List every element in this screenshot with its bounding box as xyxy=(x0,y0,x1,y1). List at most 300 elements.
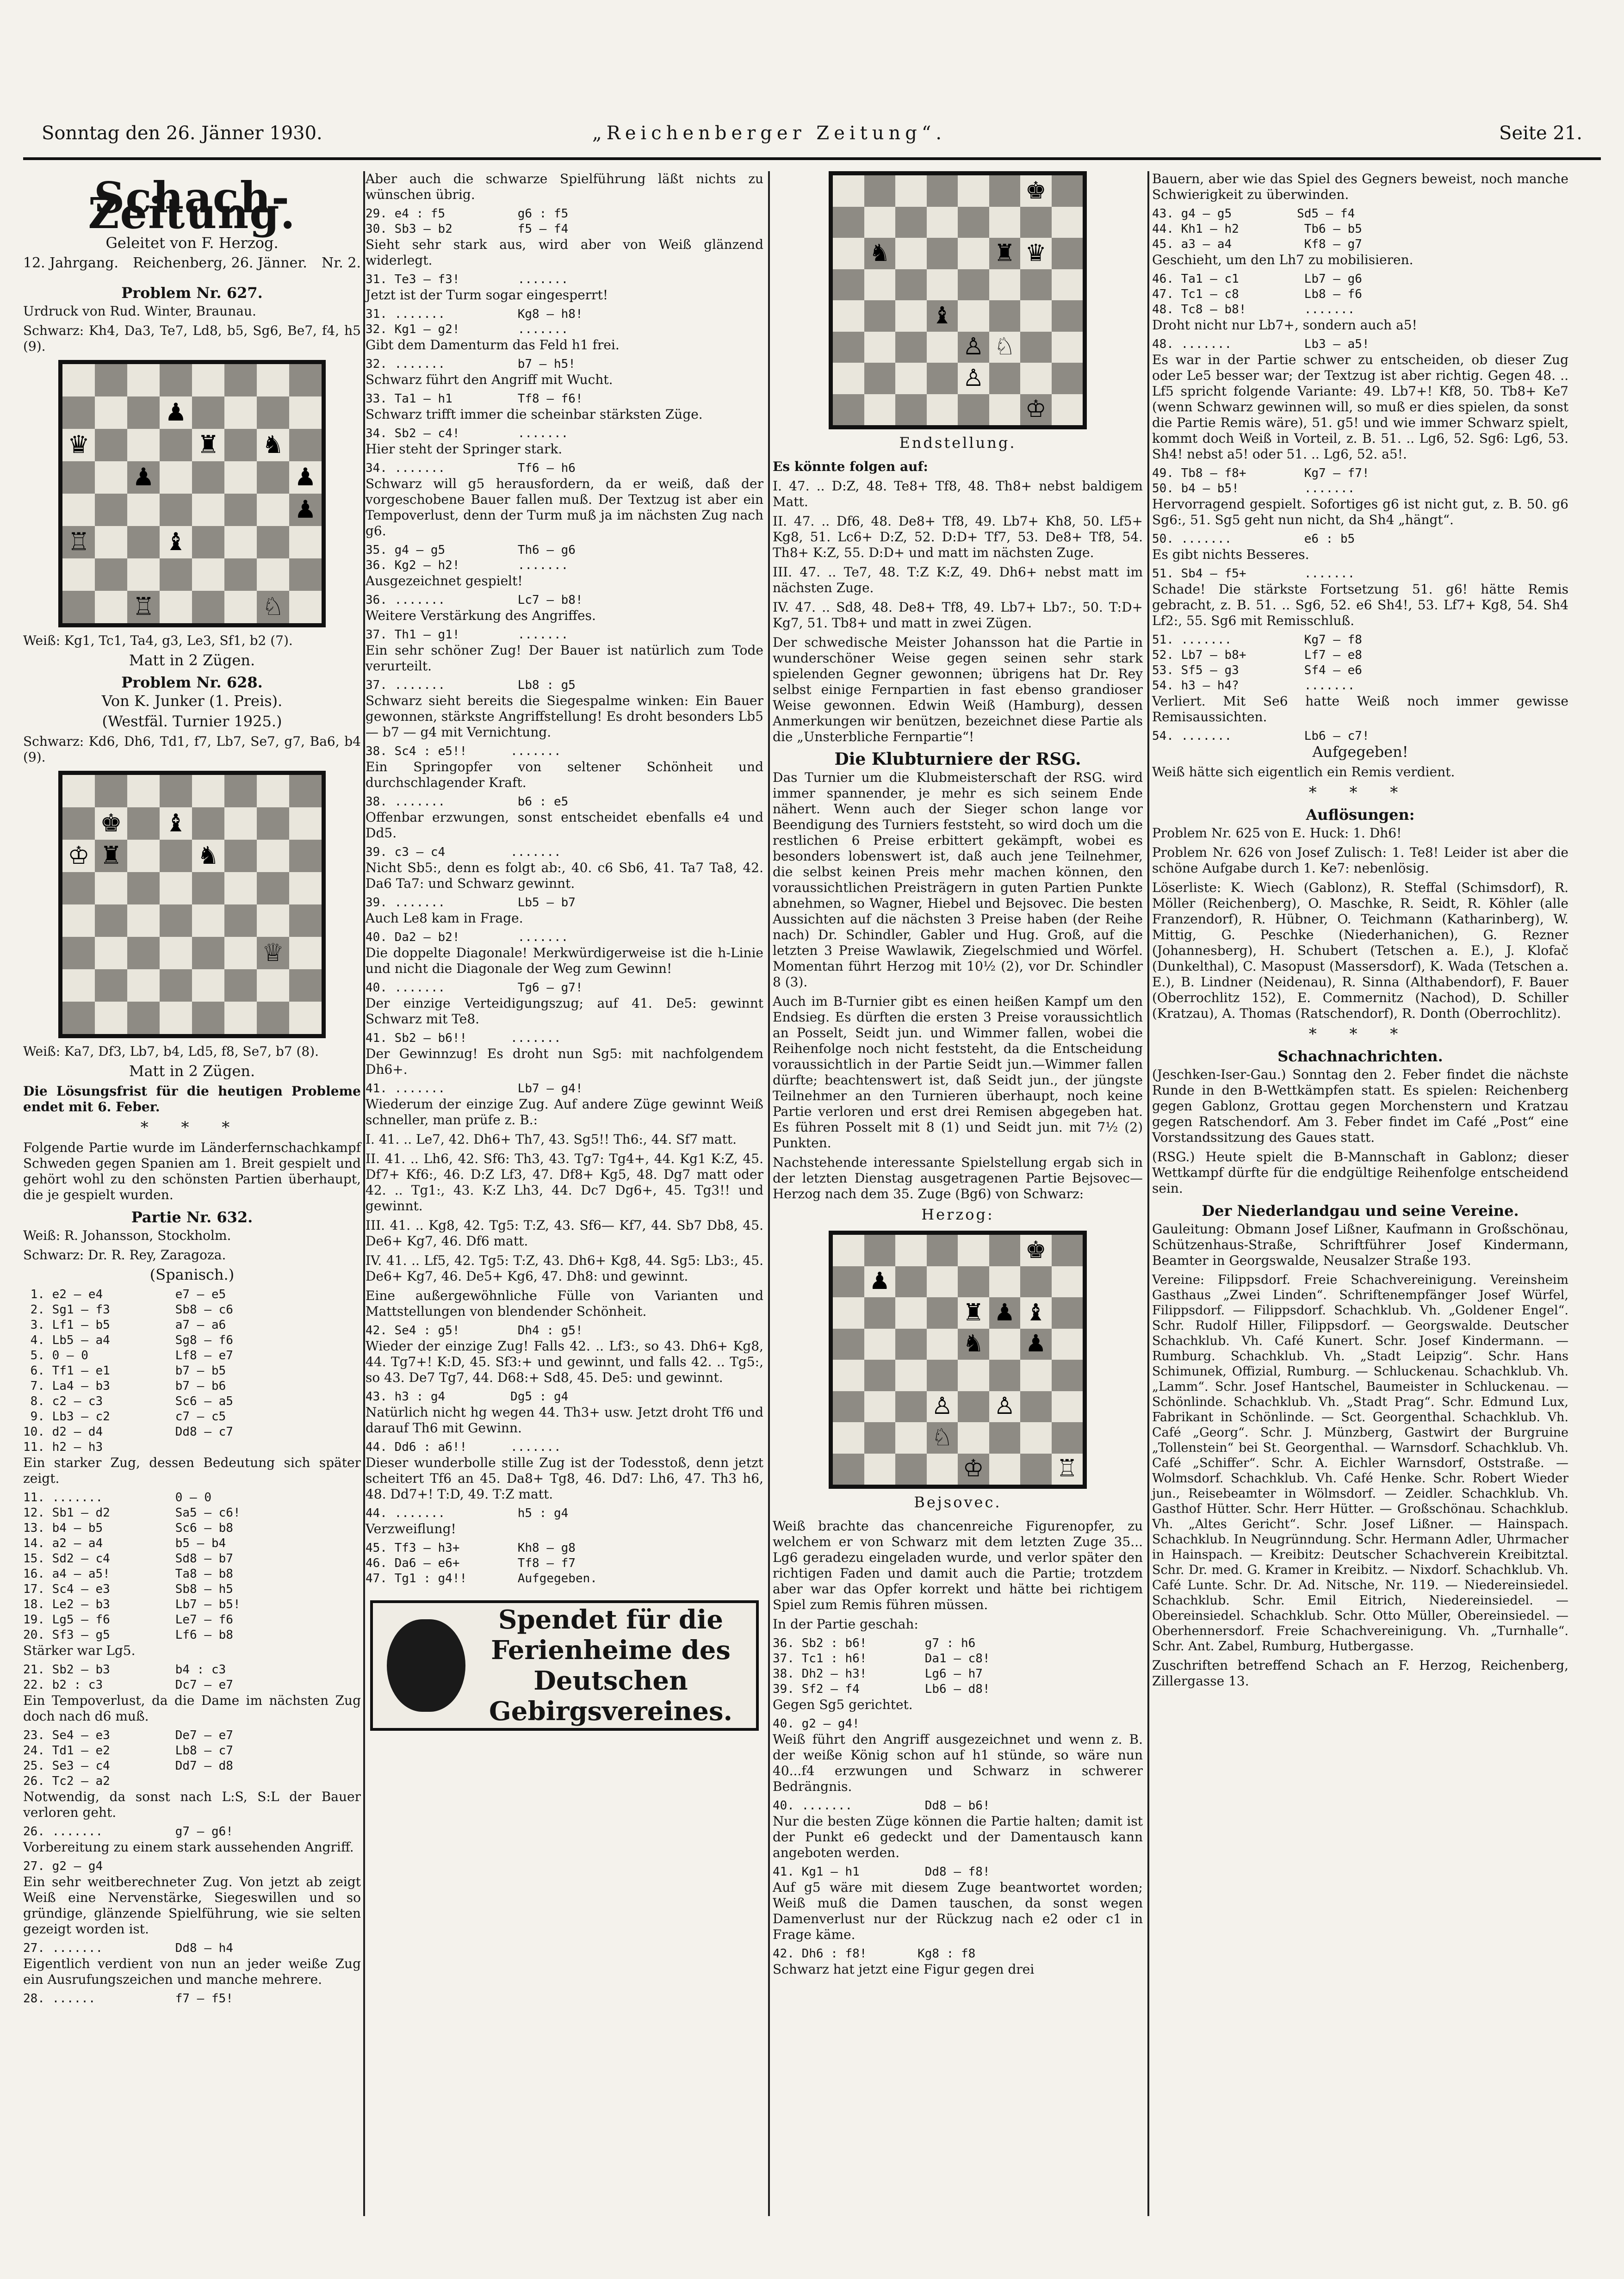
board-square xyxy=(1020,269,1052,301)
col3-text-7: Das Turnier um die Klubmeisterschaft der RSG. wird immer spannender, je mehr es sich seinem Ende nähert. Wenn auch der Sieger schon lange vor Beendigung des Turniers feststeht, so wird doch um die restlichen 6 Preise erbittert gekämpft, wobei es besonders lobenswert ist, daß auch jene Teilnehmer, die selbst keinen Preis mehr machen können, den voraussichtlichen Preisträgern in guten Partien Punkte abnehmen, so Wagner, Hiebel und Bejsovec. Die besten Aussichten auf die nächsten 3 Preise haben (der Reihe nach) Dr. Schindler, Gabler und Hug. Groß, auf die letzten 3 Preise Wawlawik, Ziegelschmied und Wörfel. Momentan führt Herzog mit 10½ (2), vor Dr. Schindler 8 (3). xyxy=(773,770,1143,990)
board-square: ♚ xyxy=(1020,1235,1052,1266)
board-square xyxy=(989,1360,1021,1391)
col3-moves-11: 36. Sb2 : b6! g7 : h6 37. Tc1 : h6! Da1 — c8! 38. Dh2 — h3! Lg6 — h7 39. Sf2 — f4 Lb6 — d8! xyxy=(773,1636,990,1696)
col2-moves-27: 44. Dd6 : a6!! ....... xyxy=(366,1440,561,1454)
board-square xyxy=(127,364,160,396)
board-square xyxy=(127,494,160,526)
board-square xyxy=(1020,300,1052,332)
board-square xyxy=(289,775,322,807)
col3-text-4: III. 47. .. Te7, 48. T:Z K:Z, 49. Dh6+ nebst matt im nächsten Zuge. xyxy=(773,564,1143,595)
board-square xyxy=(127,775,160,807)
board-square xyxy=(895,1360,927,1391)
col4-text-6: Es gibt nichts Besseres. xyxy=(1152,547,1309,562)
board-square xyxy=(1052,300,1083,332)
board-square xyxy=(895,1329,927,1360)
board-square xyxy=(1052,1266,1083,1298)
board-square xyxy=(257,807,289,840)
board-square: ♚ xyxy=(1020,175,1052,207)
board-square: ♝ xyxy=(1020,1297,1052,1329)
niederland-heading: Der Niederlandgau und seine Vereine. xyxy=(1202,1202,1519,1220)
board-square xyxy=(95,396,127,429)
diagram-top-caption: Herzog: xyxy=(921,1206,994,1223)
board-square: ♘ xyxy=(257,591,289,623)
col4-text-3: Droht nicht nur Lb7+, sondern auch a5! xyxy=(1152,317,1417,333)
board-square xyxy=(927,394,958,426)
board-square xyxy=(1020,1422,1052,1454)
board-square xyxy=(192,461,224,494)
col3-text-11: In der Partie geschah: xyxy=(773,1616,918,1632)
board-square xyxy=(224,904,257,937)
correspondence-address: Zuschriften betreffend Schach an F. Herzog, Reichenberg, Zillergasse 13. xyxy=(1152,1658,1568,1689)
board-square xyxy=(224,364,257,396)
col4-moves-1: 43. g4 — g5 Sd5 — f4 44. Kh1 — h2 Tb6 — b5 45. a3 — a4 Kf8 — g7 xyxy=(1152,207,1362,251)
board-square xyxy=(895,1266,927,1298)
col2-text-18: Der einzige Verteidigungszug; auf 41. De5: gewinnt Schwarz mit Te8. xyxy=(366,996,763,1027)
col4-text-4: Es war in der Partie schwer zu entscheiden, ob dieser Zug oder Le5 besser war; der Textzug ist aber richtig. Gegen 48. .. Lf5 spricht folgende Variante: 49. Lb7+! Kf8, 50. Tb8+ Ke7 (wenn Schwarz gewinnen will, so muß er dies spielen, da sonst die Partie Remis wäre), 51. g5! und wie immer Schwarz spielt, kommt doch Weiß in Vorteil, z. B. 51. .. Lg6, 52. Sg6: Lg6, 53. Sh4! nebst a5! oder 51. .. Lg6, 52. a5!. xyxy=(1152,352,1568,462)
col2-text-4: Gibt dem Damenturm das Feld h1 frei. xyxy=(366,337,620,353)
board-square xyxy=(160,494,192,526)
board-square xyxy=(95,429,127,461)
board-square xyxy=(95,775,127,807)
board-square xyxy=(927,1454,958,1485)
board-square xyxy=(257,840,289,872)
col2-text-9: Ausgezeichnet gespielt! xyxy=(366,573,523,588)
col2-text-27: Natürlich nicht hg wegen 44. Th3+ usw. Jetzt droht Tf6 und darauf Th6 mit Gewinn. xyxy=(366,1405,763,1436)
board-square xyxy=(1020,1360,1052,1391)
col3-moves-14: 41. Kg1 — h1 Dd8 — f8! xyxy=(773,1865,990,1879)
col2-moves-13: 38. ....... b6 : e5 xyxy=(366,795,569,809)
col2-moves-29: 45. Tf3 — h3+ Kh8 — g8 46. Da6 — e6+ Tf8 — f7 47. Tg1 : g4!! Aufgegeben. xyxy=(366,1541,597,1585)
masthead-editor: Geleitet von F. Herzog. xyxy=(105,234,279,252)
board-square xyxy=(257,775,289,807)
column-1 xyxy=(23,171,361,2007)
board-square xyxy=(833,300,864,332)
board-square xyxy=(95,494,127,526)
board-square xyxy=(1052,1391,1083,1423)
board-square xyxy=(958,175,989,207)
board-square xyxy=(927,1266,958,1298)
col2-moves-1: 29. e4 : f5 g6 : f5 30. Sb3 — b2 f5 — f4 xyxy=(366,207,569,236)
board-square xyxy=(895,238,927,269)
board-square xyxy=(127,872,160,904)
board-square: ♖ xyxy=(127,591,160,623)
problem-627-task: Matt in 2 Zügen. xyxy=(129,651,255,669)
board-square xyxy=(62,494,95,526)
diagram-bottom-caption: Bejsovec. xyxy=(914,1493,1002,1511)
game-white-player: Weiß: R. Johansson, Stockholm. xyxy=(23,1228,231,1243)
board-square xyxy=(127,429,160,461)
moves-2: 11. ....... 0 — 0 12. Sb1 — d2 Sa5 — c6! 13. b4 — b5 Sc6 — b8 14. a2 — a4 b5 — b4 15. Sd2 — c4 Sd8 — b7 16. a4 — a5! Ta8 — b8 17. Sc4 — e3 Sb8 — h5 18. Le2 — b3 Lb7 — b5! 19. Lg5 — f6 Le7 — f6 20. Sf3 — g5 Lf6 — b8 xyxy=(23,1491,241,1642)
board-square xyxy=(160,840,192,872)
board-square xyxy=(895,1235,927,1266)
game-intro: Folgende Partie wurde im Länderfernschachkampf Schweden gegen Spanien am 1. Breit gespielt und gehört wohl zu den schönsten Partien überhaupt, die je gespielt wurden. xyxy=(23,1140,361,1202)
column-2 xyxy=(366,171,763,1731)
board-square xyxy=(958,300,989,332)
board-square xyxy=(224,461,257,494)
col3-text-16: Schwarz hat jetzt eine Figur gegen drei xyxy=(773,1962,1035,1977)
board-square xyxy=(62,807,95,840)
board-square xyxy=(833,238,864,269)
problem-628-heading: Problem Nr. 628. xyxy=(121,674,263,691)
col2-moves-16: 40. Da2 — b2! ....... xyxy=(366,930,569,944)
board-square xyxy=(958,207,989,238)
board-square xyxy=(160,872,192,904)
col2-moves-8: 35. g4 — g5 Th6 — g6 36. Kg2 — h2! ....... xyxy=(366,543,576,572)
board-square xyxy=(224,526,257,558)
col3-text-9: Nachstehende interessante Spielstellung ergab sich in der letzten Dienstag ausgetragenen Partie Bejsovec—Herzog nach dem 35. Zuge (Bg6) von Schwarz: xyxy=(773,1155,1143,1201)
col2-moves-14: 39. c3 — c4 ....... xyxy=(366,845,561,859)
board-square xyxy=(989,1235,1021,1266)
board-square xyxy=(95,591,127,623)
col4-moves-5: 50. ....... e6 : b5 xyxy=(1152,532,1355,546)
col2-text-12: Schwarz sieht bereits die Siegespalme winken: Ein Bauer gewonnen, stärkste Angriffstellung! Es droht besonders Lb5 — b7 — g4 mit Vernichtung. xyxy=(366,693,763,740)
note-3: Ein Tempoverlust, da die Dame im nächsten Zug doch nach d6 muß. xyxy=(23,1693,361,1724)
col3-text-15: Auf g5 wäre mit diesem Zuge beantwortet worden; Weiß muß die Damen tauschen, da sonst wegen Damenverlust nur der Rückzug nach e2 oder c1 in Frage käme. xyxy=(773,1880,1143,1942)
board-square xyxy=(958,394,989,426)
solution-625: Problem Nr. 625 von E. Huck: 1. Dh6! xyxy=(1152,825,1402,841)
board-square xyxy=(62,872,95,904)
board-square xyxy=(192,969,224,1002)
board-square xyxy=(192,937,224,969)
board-square xyxy=(989,207,1021,238)
board-square: ♖ xyxy=(62,526,95,558)
col2-text-2: Sieht sehr stark aus, wird aber von Weiß glänzend widerlegt. xyxy=(366,237,763,268)
board-square xyxy=(895,1422,927,1454)
board-square xyxy=(160,904,192,937)
board-square xyxy=(833,1266,864,1298)
game-opening: (Spanisch.) xyxy=(149,1266,235,1283)
final-position-caption: Endstellung. xyxy=(899,434,1017,452)
chess-diagram-628 xyxy=(58,771,326,1038)
problem-628-task: Matt in 2 Zügen. xyxy=(129,1062,255,1080)
note-4: Notwendig, da sonst nach L:S, S:L der Bauer verloren geht. xyxy=(23,1789,361,1820)
board-square xyxy=(62,904,95,937)
board-square xyxy=(62,937,95,969)
board-square xyxy=(224,591,257,623)
board-square xyxy=(927,238,958,269)
board-square: ♛ xyxy=(1020,238,1052,269)
board-square xyxy=(289,807,322,840)
board-square xyxy=(160,364,192,396)
board-square xyxy=(289,969,322,1002)
board-square xyxy=(224,494,257,526)
board-square xyxy=(927,175,958,207)
col2-text-25: Eine außergewöhnliche Fülle von Varianten und Mattstellungen von blendender Schönheit. xyxy=(366,1288,763,1319)
col4-moves-8: 54. ....... Lb6 — c7! xyxy=(1152,729,1370,743)
header-newspaper: „Reichenberger Zeitung“. xyxy=(592,123,947,144)
board-square xyxy=(1020,1391,1052,1423)
board-square: ♟ xyxy=(1020,1329,1052,1360)
board-square xyxy=(895,394,927,426)
board-square: ♝ xyxy=(927,300,958,332)
header-rule xyxy=(23,157,1601,160)
col4-text-9: Aufgegeben! xyxy=(1312,743,1408,761)
note-1: Ein starker Zug, dessen Bedeutung sich später zeigt. xyxy=(23,1455,361,1486)
separator-stars: * * * xyxy=(140,1118,244,1137)
board-square xyxy=(1052,175,1083,207)
board-square xyxy=(289,840,322,872)
column-3 xyxy=(773,171,1143,1981)
problem-628-tourney: (Westfäl. Turnier 1925.) xyxy=(102,712,282,730)
board-square xyxy=(95,461,127,494)
col3-text-8: Auch im B-Turnier gibt es einen heißen Kampf um den Endsieg. Es dürften die ersten 3 Preise voraussichtlich an Posselt, Seidt jun. und Wimmer fallen, wobei die Reihenfolge noch nicht feststeht, da die Entscheidung voraussichtlich in der Partie Seidt jun.—Wimmer fallen dürfte; beachtenswert ist, daß Seidt jun., der jüngste Teilnehmer an den Turnieren überhaupt, noch keine Partie verloren und erst drei Remisen abgegeben hat. Es führen Posselt mit 8 (1) und Seidt jun. mit 7½ (2) Punkten. xyxy=(773,994,1143,1151)
board-square xyxy=(257,526,289,558)
board-square xyxy=(864,332,896,363)
solution-626: Problem Nr. 626 von Josef Zulisch: 1. Te8! Leider ist aber die schöne Aufgabe durch 1. Ke7: nebenlösig. xyxy=(1152,845,1568,876)
col2-moves-2: 31. Te3 — f3! ....... xyxy=(366,272,569,286)
board-square xyxy=(192,775,224,807)
board-square xyxy=(160,937,192,969)
board-square xyxy=(192,396,224,429)
col4-text-1: Bauern, aber wie das Spiel des Gegners beweist, noch manche Schwierigkeit zu überwinden. xyxy=(1152,171,1568,202)
board-square xyxy=(95,526,127,558)
col4-moves-3: 48. ....... Lb3 — a5! xyxy=(1152,337,1370,351)
header-page-number: Seite 21. xyxy=(1499,123,1582,144)
board-square xyxy=(989,363,1021,394)
chess-diagram-final-position xyxy=(829,171,1087,429)
board-square xyxy=(958,1391,989,1423)
board-square xyxy=(95,904,127,937)
col2-moves-9: 36. ....... Lc7 — b8! xyxy=(366,593,583,607)
club-tournament-heading: Die Klubturniere der RSG. xyxy=(834,749,1081,769)
board-square xyxy=(864,207,896,238)
col2-moves-6: 34. Sb2 — c4! ....... xyxy=(366,427,569,440)
moves-8: 28. ...... f7 — f5! xyxy=(23,1992,233,2006)
board-square xyxy=(127,526,160,558)
problem-628-black: Schwarz: Kd6, Dh6, Td1, f7, Lb7, Se7, g7, Ba6, b4 (9). xyxy=(23,734,361,765)
board-square xyxy=(1020,363,1052,394)
board-square xyxy=(224,775,257,807)
board-square xyxy=(895,1391,927,1423)
board-square xyxy=(895,363,927,394)
board-square xyxy=(895,300,927,332)
col2-moves-7: 34. ....... Tf6 — h6 xyxy=(366,461,576,475)
board-square xyxy=(289,558,322,591)
page-header xyxy=(28,118,1596,150)
board-square xyxy=(192,1002,224,1034)
board-square: ♔ xyxy=(1020,394,1052,426)
board-square xyxy=(257,969,289,1002)
chess-diagram-627 xyxy=(58,360,326,627)
board-square xyxy=(1052,394,1083,426)
board-square: ♕ xyxy=(257,937,289,969)
board-square xyxy=(127,937,160,969)
col4-text-7: Schade! Die stärkste Fortsetzung 51. g6! hätte Remis gebracht, z. B. 51. .. Sg6, 52. e6 Sh4!, 53. Lf7+ Kg8, 54. Sh4 Lf2:, 55. Sg6 mit Remisschluß. xyxy=(1152,582,1568,628)
col2-moves-4: 32. ....... b7 — h5! xyxy=(366,357,576,371)
board-square xyxy=(833,394,864,426)
board-square: ♜ xyxy=(989,238,1021,269)
col2-text-22: II. 41. .. Lh6, 42. Sf6: Th3, 43. Tg7: Tg4+, 44. Kg1 K:Z, 45. Df7+ Kf6:, 46. D:Z Lf3, 47. Df8+ Kg5, 48. Dg7 matt oder 42. .. Tg1:, 43. K:Z Lh3, 44. Dc7 Dg6+, 45. Tg3!! und gewinnt. xyxy=(366,1151,763,1214)
solution-deadline: Die Lösungsfrist für die heutigen Probleme endet mit 6. Feber. xyxy=(23,1084,361,1115)
board-square: ♘ xyxy=(927,1422,958,1454)
note-7: Eigentlich verdient von nun an jeder weiße Zug ein Ausrufungszeichen und manche mehrere. xyxy=(23,1956,361,1987)
board-square xyxy=(224,937,257,969)
board-square xyxy=(289,396,322,429)
board-square xyxy=(958,1235,989,1266)
col2-text-17: Die doppelte Diagonale! Merkwürdigerweise ist die h-Linie und nicht die Diagonale der Weg zum Gewinn! xyxy=(366,945,763,976)
board-square xyxy=(127,558,160,591)
col3-text-1: Es könnte folgen auf: xyxy=(773,459,928,474)
board-square: ♞ xyxy=(958,1329,989,1360)
column-rule-1 xyxy=(363,171,365,2216)
note-2: Stärker war Lg5. xyxy=(23,1643,136,1658)
board-square xyxy=(833,269,864,301)
board-square xyxy=(1052,207,1083,238)
problem-628-author: Von K. Junker (1. Preis). xyxy=(101,692,283,710)
board-square xyxy=(160,591,192,623)
board-square xyxy=(127,969,160,1002)
board-square xyxy=(833,1360,864,1391)
col2-text-16: Auch Le8 kam in Frage. xyxy=(366,910,523,926)
board-square xyxy=(989,1422,1021,1454)
note-6: Ein sehr weitberechneter Zug. Von jetzt ab zeigt Weiß eine Nervenstärke, Siegeswillen und so gründige, glänzende Spielführung, wie sie selten gezeigt worden ist. xyxy=(23,1874,361,1937)
board-square xyxy=(895,332,927,363)
board-square: ♚ xyxy=(95,807,127,840)
volume: 12. Jahrgang. xyxy=(23,255,118,271)
board-square xyxy=(289,429,322,461)
board-square xyxy=(160,558,192,591)
board-square xyxy=(864,1235,896,1266)
col2-text-20: Wiederum der einzige Zug. Auf andere Züge gewinnt Weiß schneller, man prüfe z. B.: xyxy=(366,1096,763,1127)
board-square: ♘ xyxy=(989,332,1021,363)
board-square xyxy=(833,1235,864,1266)
board-square xyxy=(833,363,864,394)
col2-text-1: Aber auch die schwarze Spielführung läßt nichts zu wünschen übrig. xyxy=(366,171,763,202)
board-square xyxy=(958,1360,989,1391)
board-square xyxy=(127,807,160,840)
column-rule-2 xyxy=(768,171,770,2216)
board-square xyxy=(927,269,958,301)
col2-text-11: Ein sehr schöner Zug! Der Bauer ist natürlich zum Tode verurteilt. xyxy=(366,643,763,674)
gau-leadership: Gauleitung: Obmann Josef Lißner, Kaufmann in Großschönau, Schützenhaus-Straße, Schriftführer Josef Kindermann, Beamter in Georgswalde, Neusalzer Straße 193. xyxy=(1152,1221,1568,1268)
board-square xyxy=(927,332,958,363)
board-square xyxy=(989,1454,1021,1485)
board-square xyxy=(192,807,224,840)
board-square xyxy=(1052,1360,1083,1391)
board-square: ♔ xyxy=(62,840,95,872)
board-square xyxy=(895,207,927,238)
board-square xyxy=(289,937,322,969)
board-square xyxy=(62,396,95,429)
board-square: ♖ xyxy=(1052,1454,1083,1485)
problem-627-heading: Problem Nr. 627. xyxy=(121,284,263,302)
board-square xyxy=(864,1329,896,1360)
board-square: ♞ xyxy=(257,429,289,461)
board-square xyxy=(95,872,127,904)
board-square xyxy=(864,1297,896,1329)
board-square xyxy=(95,364,127,396)
board-square xyxy=(833,1391,864,1423)
board-square xyxy=(1020,332,1052,363)
col3-text-10: Weiß brachte das chancenreiche Figurenopfer, zu welchem er von Schwarz mit dem letzten Zuge 35... Lg6 geradezu eingeladen wurde, und verlor später den richtigen Faden und damit auch die Partie; trotzdem aber war das Opfer korrekt und hätte bei richtigem Spiel zum Remis führen müssen. xyxy=(773,1518,1143,1612)
board-square xyxy=(864,1360,896,1391)
board-square xyxy=(192,872,224,904)
board-square xyxy=(289,904,322,937)
board-square xyxy=(1052,1297,1083,1329)
col2-text-13: Ein Springopfer von seltener Schönheit und durchschlagender Kraft. xyxy=(366,759,763,790)
board-square xyxy=(192,558,224,591)
moves-6: 27. g2 — g4 xyxy=(23,1859,103,1873)
board-square: ♜ xyxy=(958,1297,989,1329)
col2-moves-17: 40. ....... Tg6 — g7! xyxy=(366,981,583,995)
board-square xyxy=(1052,238,1083,269)
board-square xyxy=(160,1002,192,1034)
col4-moves-7: 51. ....... Kg7 — f8 52. Lb7 — b8+ Lf7 — e8 53. Sf5 — g3 Sf4 — e6 54. h3 — h4? ....... xyxy=(1152,633,1362,693)
board-square xyxy=(160,461,192,494)
board-square xyxy=(958,238,989,269)
solver-list: Löserliste: K. Wiech (Gablonz), R. Steffal (Schimsdorf), R. Möller (Reichenberg), O. Maschke, R. Seidt, R. Köhler (alle Franzendorf), R. Hübner, O. Teichmann (Katharinberg), W. Mittig, G. Peschke (Niederhanichen), G. Rezner (Johannesberg), H. Schubert (Tetschen a. E.), J. Klofač (Dunkelthal), C. Masopust (Massersdorf), K. Wada (Tetschen a. E.), B. Lindner (Neidenau), R. Sinna (Althabendorf), F. Bauer (Oberrochlitz 152), E. Commernitz (Nachod), D. Schiller (Kratzau), A. Thomas (Ratschendorf), R. Donth (Oberrochlitz). xyxy=(1152,880,1568,1021)
board-square xyxy=(1052,363,1083,394)
col2-text-23: III. 41. .. Kg8, 42. Tg5: T:Z, 43. Sf6— Kf7, 44. Sb7 Db8, 45. De6+ Kg7, 46. Df6 matt. xyxy=(366,1218,763,1249)
board-square xyxy=(833,1422,864,1454)
board-square xyxy=(289,872,322,904)
chess-diagram-game-position xyxy=(829,1231,1087,1489)
separator-stars-3: * * * xyxy=(1308,1025,1412,1043)
board-square xyxy=(927,1360,958,1391)
board-square xyxy=(927,1297,958,1329)
board-square xyxy=(289,526,322,558)
board-square xyxy=(257,461,289,494)
col2-text-6: Schwarz trifft immer die scheinbar stärksten Züge. xyxy=(366,407,703,422)
club-list: Vereine: Filippsdorf. Freie Schachvereinigung. Vereinsheim Gasthaus „Zwei Linden“. Schriftenempfänger Josef Würfel, Filippsdorf. — Filippsdorf. Schachklub. Vh. „Goldener Engel“. Schr. Rudolf Hiller, Filippsdorf. — Georgswalde. Deutscher Schachklub. Vh. Café Kunert. Schr. Josef Kindermann. — Rumburg. Schachklub. Vh. „Stadt Leipzig“. Schr. Hans Schimunek, Offizial, Rumburg. — Schluckenau. Schachklub. Vh. „Lamm“. Schr. Josef Hantschel, Baumeister in Schluckenau. — Schönlinde. Schachklub. Vh. „Stadt Prag“. Schr. Edmund Lux, Fabrikant in Schönlinde. — Sct. Georgenthal. Schachklub. Vh. Café „Georg“. Schr. J. Münzberg, Gastwirt der Burgruine „Tollenstein“ bei St. Georgenthal. — Warnsdorf. Schachklub. Vh. Café „Schiffer“. Schr. A. Eichler Warnsdorf, Oststraße. — Wolmsdorf. Schachklub. Vh. Café Henke. Schr. Robert Wieder jun., Reisebeamter in Wölmsdorf. — Zeidler. Schachklub. Vh. Gasthof Hütter. Schr. Herr Hütter. — Großschönau. Schachklub. Vh. „Altes Gericht“. Schr. Josef Lißner. — Hainspach. Schachklub. In Neugrünndung. Schr. Hermann Adler, Uhrmacher in Hainspach. — Kreibitz: Deutscher Schachverein Kreibitztal. Schr. Dr. med. G. Kramer in Kreibitz. — Nixdorf. Schachklub. Vh. Café Lunte. Schr. Dr. Ad. Nitsche, Nr. 119. — Niedereinsiedel. Schachklub. Schr. Emil Eitrich, Niedereinsiedel. — Obereinsiedel. Schachklub. Schr. Otto Müller, Obereinsiedel. — Oberhennersdorf. Freie Schachvereinigung. Vh. „Turnhalle“. Schr. Ant. Zabel, Rumburg, Hutbergasse. xyxy=(1152,1273,1568,1654)
board-square xyxy=(62,775,95,807)
col3-text-12: Gegen Sg5 gerichtet. xyxy=(773,1697,913,1712)
col3-text-14: Nur die besten Züge können die Partie halten; damit ist der Punkt e6 gedeckt und der Damentausch kann angeboten werden. xyxy=(773,1814,1143,1860)
col2-text-28: Dieser wunderbolle stille Zug ist der Todesstoß, denn jetzt scheitert Tf6 an 45. Da8+ Tg8, 46. Dd7: Lh6, 47. Th3 h6, 48. Dd7+! T:D, 49. T:Z matt. xyxy=(366,1455,763,1502)
news-gau: (Jeschken-Iser-Gau.) Sonntag den 2. Feber findet die nächste Runde in den B-Wettkämpfen statt. Es spielen: Reichenberg gegen Gablonz, Grottau gegen Morchenstern und Kratzau gegen Ratschendorf. Am 3. Feber findet im Café „Post“ eine Vorstandssitzung des Gaues statt. xyxy=(1152,1067,1568,1145)
col2-text-15: Nicht Sb5:, denn es folgt ab:, 40. c6 Sb6, 41. Ta7 Ta8, 42. Da6 Ta7: und Schwarz gewinnt. xyxy=(366,860,763,891)
board-square xyxy=(224,1002,257,1034)
board-square xyxy=(927,363,958,394)
board-square xyxy=(864,1391,896,1423)
col2-moves-19: 41. ....... Lb7 — g4! xyxy=(366,1082,583,1096)
board-square: ♙ xyxy=(989,1391,1021,1423)
board-square xyxy=(224,396,257,429)
board-square xyxy=(192,904,224,937)
board-square xyxy=(833,1329,864,1360)
board-square xyxy=(160,969,192,1002)
moves-7: 27. ....... Dd8 — h4 xyxy=(23,1941,233,1955)
board-square: ♟ xyxy=(160,396,192,429)
board-square xyxy=(864,394,896,426)
moves-5: 26. ....... g7 — g6! xyxy=(23,1825,233,1839)
board-square: ♔ xyxy=(958,1454,989,1485)
col3-text-13: Weiß führt den Angriff ausgezeichnet und wenn z. B. der weiße König schon auf h1 stünde, so wäre nun 40...f4 erzwungen und Schwarz in schwerer Bedrängnis. xyxy=(773,1732,1143,1794)
note-5: Vorbereitung zu einem stark aussehenden Angriff. xyxy=(23,1839,354,1855)
board-square: ♞ xyxy=(864,238,896,269)
board-square xyxy=(192,494,224,526)
board-square xyxy=(927,1235,958,1266)
board-square xyxy=(989,1329,1021,1360)
board-square xyxy=(160,775,192,807)
board-square xyxy=(257,904,289,937)
masthead-line xyxy=(23,255,361,271)
board-square xyxy=(958,1422,989,1454)
game-black-player: Schwarz: Dr. R. Rey, Zaragoza. xyxy=(23,1247,226,1263)
board-square: ♝ xyxy=(160,526,192,558)
board-square xyxy=(989,394,1021,426)
board-square xyxy=(958,1266,989,1298)
board-square: ♟ xyxy=(864,1266,896,1298)
header-date: Sonntag den 26. Jänner 1930. xyxy=(42,123,322,144)
board-square xyxy=(127,904,160,937)
club-emblem-icon xyxy=(387,1619,465,1712)
col2-moves-3: 31. ....... Kg8 — h8! 32. Kg1 — g2! ....... xyxy=(366,307,583,336)
board-square: ♟ xyxy=(289,461,322,494)
board-square: ♟ xyxy=(289,494,322,526)
board-square xyxy=(989,300,1021,332)
board-square xyxy=(1020,207,1052,238)
